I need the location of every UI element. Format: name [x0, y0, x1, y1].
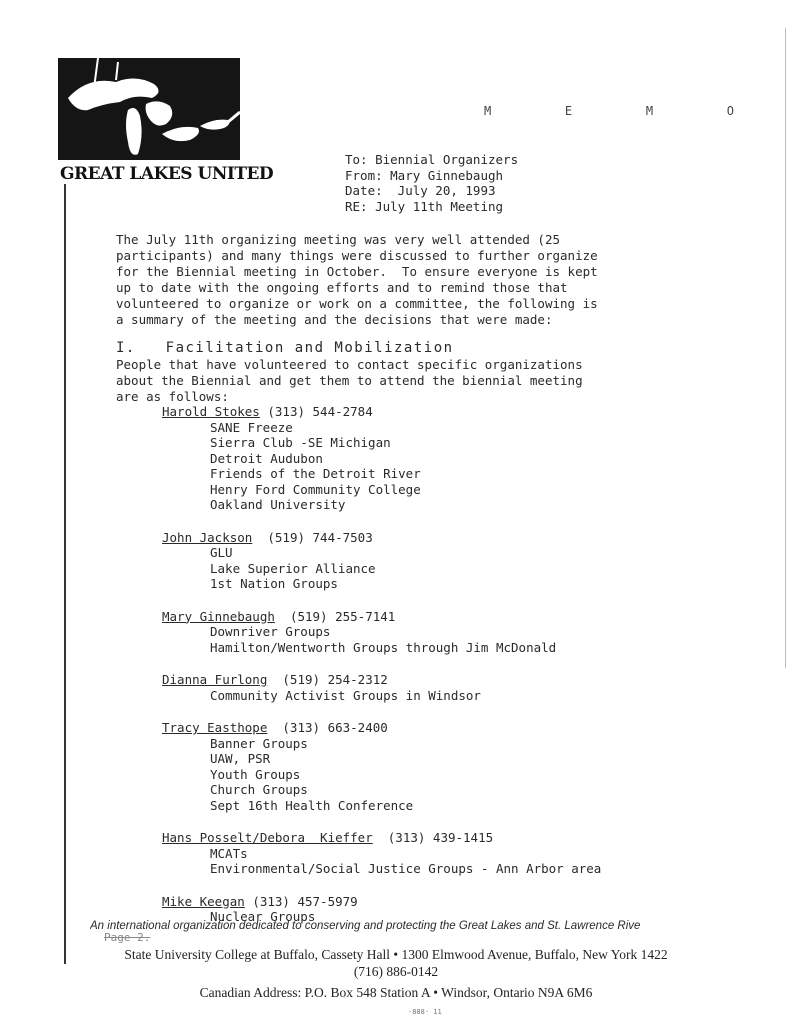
section-body-line: People that have volunteered to contact specific organizations [116, 357, 583, 372]
volunteer-contact [162, 894, 601, 910]
organization-item: Sept 16th Health Conference [210, 797, 414, 813]
intro-line: for the Biennial meeting in October. To ensure everyone is kept [116, 264, 598, 279]
volunteer-phone: (519) 254-2312 [267, 672, 388, 687]
volunteer-contact [162, 404, 601, 420]
intro-paragraph [116, 232, 726, 328]
volunteer-phone: (313) 457-5979 [244, 893, 358, 909]
canadian-address: Canadian Address: P.O. Box 548 Station A • Windsor, Ontario N9A 6M6 [199, 985, 593, 1000]
intro-line: The July 11th organizing meeting was very well attended (25 [116, 232, 561, 247]
organization-item: Oakland University [210, 497, 346, 512]
volunteer-name: Hans Posselt/Debora Kieffer [162, 830, 373, 845]
intro-line: up to date with the ongoing efforts and to remind those that [116, 280, 568, 295]
memo-date: Date: July 20, 1993 [345, 183, 496, 198]
volunteer-entry [162, 530, 601, 592]
volunteer-contact [162, 609, 601, 625]
volunteer-entry [162, 404, 601, 513]
volunteer-name: Mike Keegan [162, 893, 245, 909]
page-mark: ·888· 11 [408, 1008, 442, 1016]
volunteer-entry [162, 672, 601, 703]
organization-item: Youth Groups [210, 766, 301, 782]
volunteer-contact [162, 830, 601, 846]
volunteer-phone: (313) 663-2400 [267, 720, 388, 735]
memo-header [345, 152, 518, 214]
memo-from: From: Mary Ginnebaugh [345, 167, 504, 183]
volunteer-entry [162, 609, 601, 656]
logo-wordmark: GREAT LAKES UNITED [60, 164, 274, 184]
memo-letter: M [484, 104, 492, 118]
volunteer-entry [162, 720, 601, 813]
volunteer-contact [162, 672, 601, 688]
volunteer-contact [162, 720, 601, 736]
organization-item: GLU [210, 545, 233, 560]
organization-item: MCATs [210, 845, 248, 861]
organization-item: Banner Groups [210, 735, 308, 751]
organization-item: SANE Freeze [210, 419, 293, 435]
organization-item: Henry Ford Community College [210, 481, 421, 497]
organization-item: Hamilton/Wentworth Groups through Jim McDonald [210, 639, 557, 655]
volunteer-list [162, 404, 601, 942]
organization-item: Lake Superior Alliance [210, 560, 376, 576]
memo-letter: E [564, 104, 573, 118]
section-body-line: about the Biennial and get them to attend the biennial meeting [116, 373, 583, 388]
organization-logo [58, 58, 274, 184]
organization-item: 1st Nation Groups [210, 576, 338, 591]
volunteer-phone: (519) 744-7503 [252, 529, 373, 545]
organization-item: UAW, PSR [210, 751, 271, 766]
organization-item: Detroit Audubon [210, 450, 323, 466]
volunteer-name: Harold Stokes [162, 404, 260, 419]
memo-to: To: Biennial Organizers [345, 152, 519, 167]
memo-title [484, 104, 734, 118]
organization-item: Environmental/Social Justice Groups - Ann Arbor area [210, 861, 602, 876]
intro-line: volunteered to organize or work on a committee, the following is [116, 296, 598, 311]
organization-item: Downriver Groups [210, 624, 331, 639]
volunteer-phone: (313) 544-2784 [259, 404, 373, 419]
memo-letter: M [645, 104, 654, 118]
intro-line: participants) and many things were discussed to further organize [116, 248, 598, 263]
section-heading: I. Facilitation and Mobilization [116, 340, 454, 356]
page-label: Page 2. [104, 931, 151, 944]
phone-number: (716) 886-0142 [353, 964, 439, 979]
great-lakes-map-graphic [58, 58, 240, 160]
memo-subject: RE: July 11th Meeting [345, 198, 504, 214]
volunteer-name: Dianna Furlong [162, 672, 268, 687]
volunteer-phone: (519) 255-7141 [274, 608, 396, 624]
organization-item: Sierra Club -SE Michigan [210, 435, 391, 450]
organization-tagline: An international organization dedicated to conserving and protecting the Great Lakes and St. Lawrence Rive [90, 920, 641, 932]
organization-item: Community Activist Groups in Windsor [210, 687, 481, 703]
volunteer-name: John Jackson [162, 529, 253, 545]
organization-item: Church Groups [210, 782, 308, 797]
great-lakes-icon [58, 58, 240, 160]
right-edge-line [785, 28, 786, 668]
organization-item: Nuclear Groups [210, 909, 316, 924]
volunteer-entry [162, 830, 601, 877]
left-margin-rule [64, 184, 66, 964]
memo-letter: O [726, 104, 734, 118]
section-body [116, 357, 583, 405]
section-body-line: are as follows: [116, 389, 229, 404]
volunteer-phone: (313) 439-1415 [372, 830, 494, 845]
volunteer-contact [162, 530, 601, 546]
volunteer-name: Tracy Easthope [162, 720, 268, 735]
volunteer-name: Mary Ginnebaugh [162, 608, 275, 624]
us-address: State University College at Buffalo, Cassety Hall • 1300 Elmwood Avenue, Buffalo, New York 1422 [124, 947, 668, 962]
intro-line: a summary of the meeting and the decisions that were made: [116, 312, 553, 327]
organization-item: Friends of the Detroit River [210, 466, 421, 481]
